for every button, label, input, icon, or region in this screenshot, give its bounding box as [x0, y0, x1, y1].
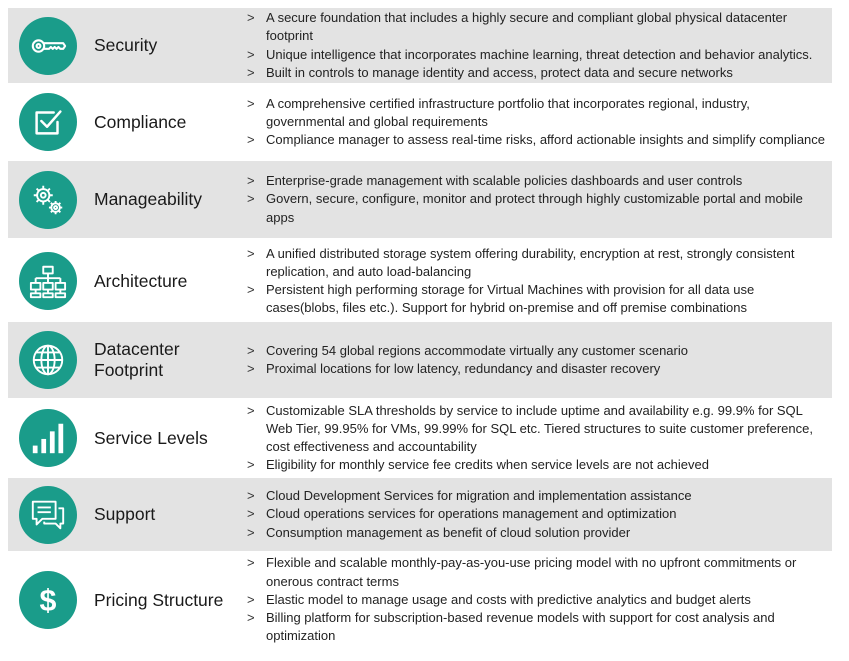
gears-icon	[19, 171, 77, 229]
checkbox-icon	[19, 93, 77, 151]
hierarchy-icon	[19, 252, 77, 310]
bullet-list	[244, 554, 832, 645]
list-item: > Unique intelligence that incorporates machine learning, threat detection and behavior analytics.	[247, 46, 813, 62]
table-row-datacenter-footprint	[8, 322, 832, 398]
row-title: Pricing Structure	[94, 589, 224, 610]
list-item: > A comprehensive certified infrastructure portfolio that incorporates regional, industry, governmental and global requirements	[247, 95, 750, 129]
list-item: > Billing platform for subscription-based revenue models with support for cost analysis and optimization	[247, 610, 775, 644]
list-item: > A unified distributed storage system offering durability, encryption at rest, strongly consistent replication, and auto load-balancing	[247, 245, 795, 279]
list-item: > Elastic model to manage usage and costs with predictive analytics and budget alerts	[247, 591, 751, 607]
bullet-list	[244, 172, 832, 227]
list-item: > Flexible and scalable monthly-pay-as-you-use pricing model with no upfront commitments or onerous contract terms	[247, 555, 797, 589]
list-item: > Persistent high performing storage for Virtual Machines with provision for all data use cases(blobs, files etc.). Support for hybrid on-premise and off premise combinations	[247, 282, 755, 316]
table-row-service-levels	[8, 398, 832, 478]
row-title: Architecture	[94, 270, 188, 291]
list-item: > Cloud Development Services for migration and implementation assistance	[247, 488, 692, 504]
svg-text:$: $	[39, 583, 57, 618]
bullet-list	[244, 245, 832, 318]
list-item: > Enterprise-grade management with scalable policies dashboards and user controls	[247, 173, 743, 189]
table-row-compliance	[8, 86, 832, 158]
table-row-architecture	[8, 241, 832, 321]
chat-bubbles-icon	[19, 486, 77, 544]
list-item: > Built in controls to manage identity and access, protect data and secure networks	[247, 64, 733, 80]
table-row-support	[8, 478, 832, 551]
list-item: > Proximal locations for low latency, redundancy and disaster recovery	[247, 361, 661, 376]
row-title: Support	[94, 504, 156, 524]
bullet-list	[244, 95, 832, 150]
list-item: > Compliance manager to assess real-time risks, afford actionable insights and simplify compliance	[247, 132, 826, 148]
row-title: Datacenter Footprint	[94, 339, 180, 380]
globe-icon	[19, 331, 77, 389]
dollar-icon	[19, 571, 77, 629]
list-item: > A secure foundation that includes a highly secure and compliant global physical datacenter footprint	[247, 10, 788, 44]
row-title: Service Levels	[94, 427, 208, 448]
key-icon	[19, 17, 77, 75]
bullet-list	[244, 487, 832, 542]
list-item: > Eligibility for monthly service fee credits when service levels are not achieved	[247, 457, 709, 473]
signal-bars-icon	[19, 409, 77, 467]
list-item: > Covering 54 global regions accommodate virtually any customer scenario	[247, 342, 688, 358]
bullet-list	[244, 9, 832, 82]
table-row-pricing-structure	[8, 554, 832, 646]
list-item: > Customizable SLA thresholds by service to include uptime and availability e.g. 99.9% for SQL Web Tier, 99.95% for VMs, 99.99% for SQL etc. Tiered structures to suite customer preference, cost effectiveness and accountability	[247, 402, 813, 454]
row-title: Compliance	[94, 111, 187, 132]
row-title: Security	[94, 35, 158, 55]
table-row-security	[8, 8, 832, 83]
list-item: > Consumption management as benefit of cloud solution provider	[247, 524, 631, 540]
list-item: > Govern, secure, configure, monitor and protect through highly customizable portal and mobile apps	[247, 191, 803, 225]
bullet-list	[244, 342, 832, 378]
row-title: Manageability	[94, 189, 202, 209]
list-item: > Cloud operations services for operations management and optimization	[247, 506, 677, 522]
bullet-list	[244, 402, 832, 475]
table-row-manageability	[8, 161, 832, 238]
